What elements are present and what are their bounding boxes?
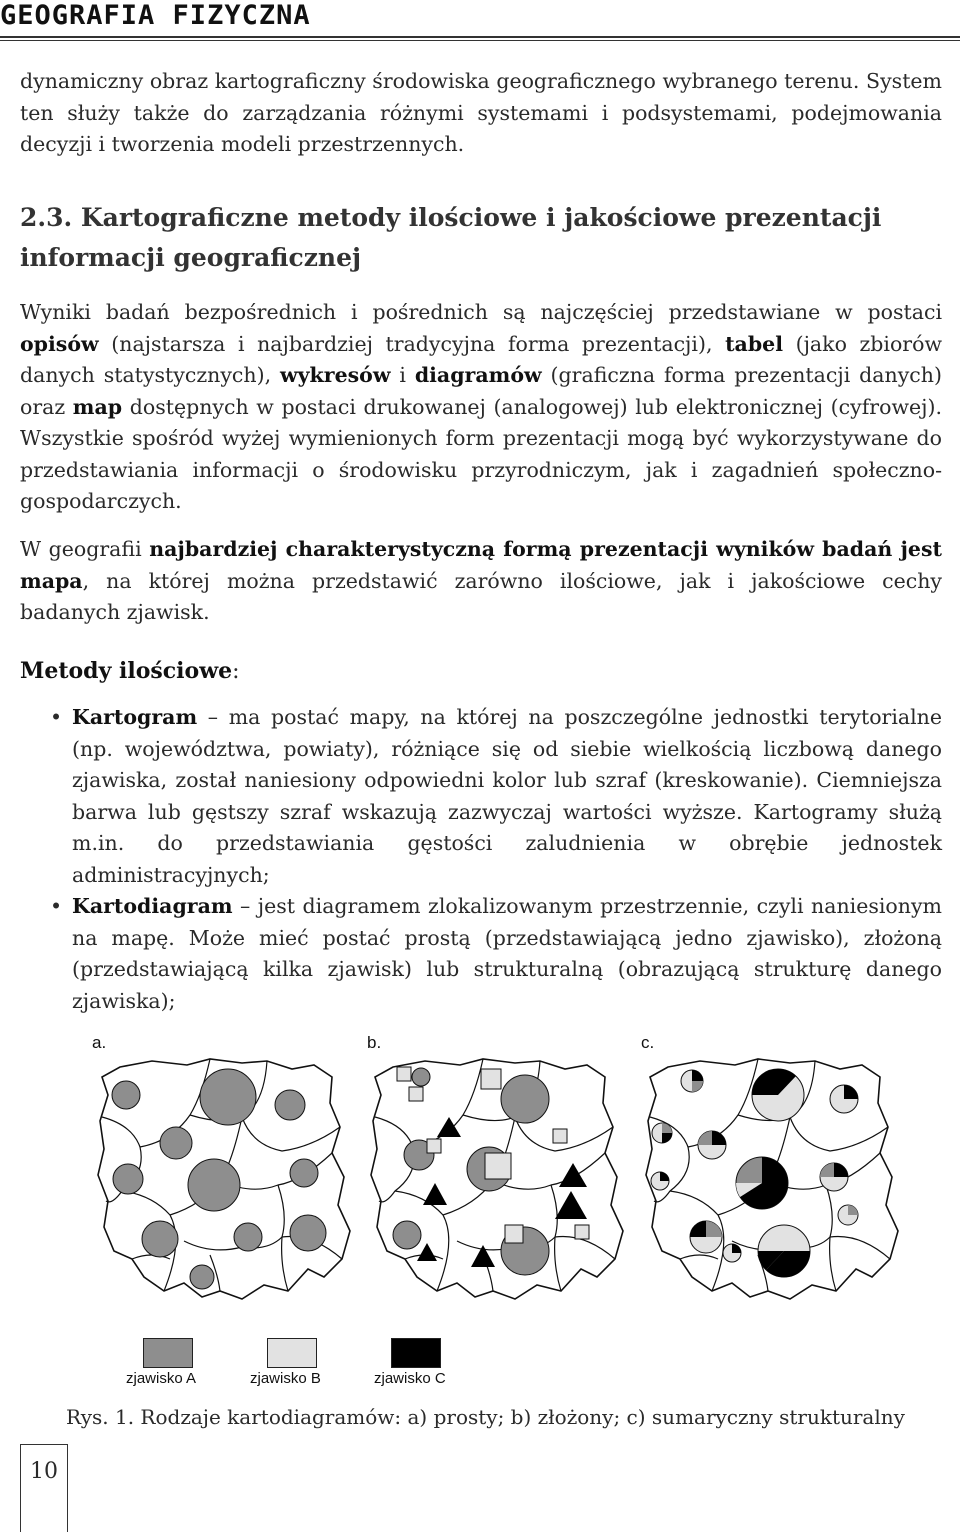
list-item [50,891,942,1017]
bold-term: wykresów [280,363,391,387]
list-item [50,702,942,891]
figure-label-a: a. [92,1033,107,1052]
text-span: (graficzna forma prezentacji danych) oraz [20,363,942,419]
running-header: GEOGRAFIA FIZYCZNA [0,0,311,31]
legend-swatch-b [267,1338,317,1368]
bullet-term: Kartodiagram [72,894,233,918]
bold-term: diagramów [414,363,542,387]
legend-swatch-c [391,1338,441,1368]
map-simple [98,1059,350,1299]
page-number: 10 [20,1444,68,1532]
methods-heading-text: Metody ilościowe [20,658,233,684]
legend-swatch-a [143,1338,193,1368]
text-span: W geografii [20,537,150,561]
methods-heading-colon: : [232,659,240,684]
text-span: i [390,363,415,387]
bold-term: najbardziej charakterystyczną formą prezentacji wyników badań jest mapa [20,537,942,593]
bullet-dot: • [50,894,63,918]
legend-label-a: zjawisko A [126,1370,197,1387]
figure-label-c: c. [641,1033,655,1052]
bold-term: tabel [725,331,783,356]
figure-label-b: b. [367,1033,382,1052]
methods-list [50,702,942,1017]
pie-large [752,1069,804,1121]
figure-caption: Rys. 1. Rodzaje kartodiagramów: a) prosty; b) złożony; c) sumaryczny strukturalny [66,1405,905,1429]
intro-paragraph: dynamiczny obraz kartograficzny środowiska geograficznego wybranego terenu. System ten służy także do zarządzania różnymi systemami i podsystemami, podejmowania decyzji i tworzenia modeli przestrzennych. [20,69,942,156]
bold-term: map [72,394,123,419]
legend-label-c: zjawisko C [374,1370,446,1387]
paragraph-forms [20,297,942,518]
text-span: , na której można przedstawić zarówno ilościowe, jak i jakościowe cechy badanych zjawisk. [20,568,942,624]
text-span: dostępnych w postaci drukowanej (analogowej) lub elektronicznej (cyfrowej). Wszystkie spośród wyżej wymienionych form prezentacji mogą być wykorzystywane do przedstawiania informacji o środowisku przyrodniczym, jak i zagadnień społeczno-gospodarczych. [20,394,943,513]
bold-term: opisów [20,331,99,356]
bullet-dot: • [50,705,63,729]
methods-heading [20,656,240,687]
bullet-term: Kartogram [72,705,198,729]
header-rule-thin [0,40,960,41]
paragraph-map [20,534,942,629]
bullet-text: – ma postać mapy, na której na poszczególne jednostki terytorialne (np. województwa, powiaty), różniące się od siebie wielkością liczbową danego zjawiska, został naniesiony odpowiedni kolor lub szraf (kreskowanie). Ciemniejsza barwa lub gęstszy szraf wskazują zazwyczaj wartości wyższe. Kartogramy służą m.in. do przedstawiania gęstości zaludnienia w obrębie jednostek administracyjnych; [72,705,942,887]
header-rule [0,36,960,38]
pie-small [681,1070,703,1092]
map-structural [646,1059,898,1299]
bullet-text: – jest diagramem zlokalizowanym przestrzennie, czyli naniesionym na mapę. Może mieć postać prostą (przedstawiającą jedno zjawisko), złożoną (przedstawiającą kilka zjawisk) lub strukturalną (obrazującą strukturę danego zjawiska); [72,894,942,1013]
text-span: (najstarsza i najbardziej tradycyjna forma prezentacji), [98,331,726,356]
legend-label-b: zjawisko B [250,1370,321,1387]
text-span: (jako zbiorów danych statystycznych), [20,331,942,387]
kartodiagram-maps [0,1055,960,1315]
map-complex [371,1059,623,1299]
section-heading: 2.3. Kartograficzne metody ilościowe i jakościowe prezentacji informacji geograficznej [20,203,882,272]
text-span: Wyniki badań bezpośrednich i pośrednich są najczęściej przedstawiane w postaci [20,300,942,324]
